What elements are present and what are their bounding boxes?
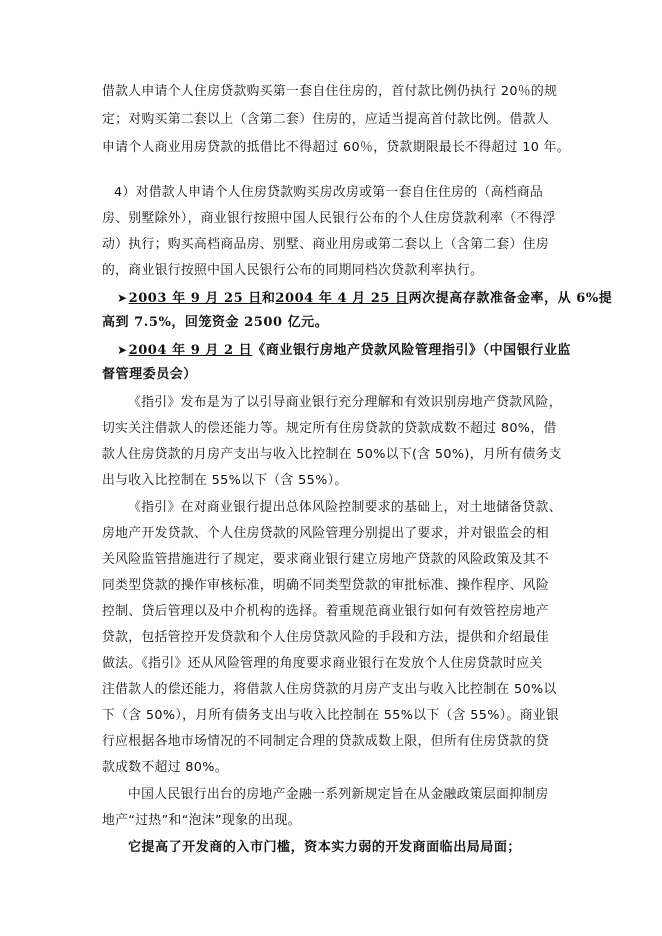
bold-heading-line: 它提高了开发商的入市门槛，资本实力弱的开发商面临出局局面； xyxy=(128,840,521,855)
text-line: 款人住房贷款的月房产支出与收入比控制在 50%以下(含 50%)，月所有债务支 xyxy=(102,447,562,462)
heading-text: 《商业银行房地产贷款风险管理指引》（中国银行业监 xyxy=(252,343,571,358)
date-underlined: 2004 年 4 月 25 日 xyxy=(275,291,409,306)
text-line: 房、别墅除外），商业银行按照中国人民银行公布的个人住房贷款利率（不得浮 xyxy=(102,211,556,226)
text-line: 出与收入比控制在 55%以下（含 55%）。 xyxy=(102,473,348,488)
text-line: 中国人民银行出台的房地产金融一系列新规定旨在从金融政策层面抑制房 xyxy=(128,787,549,802)
text-line: 控制、贷后管理以及中介机构的选择。着重规范商业银行如何有效管控房地产 xyxy=(102,604,549,619)
date-underlined: 2003 年 9 月 25 日 xyxy=(128,291,262,306)
bold-heading-line: 督管理委员会） xyxy=(102,367,197,382)
text-line: 定；对购买第二套以上（含第二套）住房的，应适当提高首付款比例。借款人 xyxy=(102,112,549,127)
text-line: 《指引》发布是为了以引导商业银行充分理解和有效识别房地产贷款风险， xyxy=(128,395,562,410)
text-line: 下（含 50%），月所有债务支出与收入比控制在 55%以下（含 55%）。商业银 xyxy=(102,708,560,723)
bold-heading-line: 高到 7.5%，回笼资金 2500 亿元。 xyxy=(102,315,329,330)
text-line: 4）对借款人申请个人住房贷款购买房改房或第一套自住住房的（高档商品 xyxy=(114,185,544,200)
arrow-bullet-icon: ➤ xyxy=(117,291,128,305)
text-line: 注借款人的偿还能力，将借款人住房贷款的月房产支出与收入比控制在 50%以 xyxy=(102,682,557,697)
heading-text: 两次提高存款准备金率，从 6%提 xyxy=(408,291,613,306)
text-line: 地产“过热”和“泡沫”现象的出现。 xyxy=(102,813,301,828)
date-underlined: 2004 年 9 月 2 日 xyxy=(128,343,253,358)
bold-heading-line xyxy=(117,289,612,308)
text-line: 借款人申请个人住房贷款购买第一套自住住房的，首付款比例仍执行 20％的规 xyxy=(102,84,558,99)
text-line: 的，商业银行按照中国人民银行公布的同期同档次贷款利率执行。 xyxy=(102,263,484,278)
text-line: 做法。《指引》还从风险管理的角度要求商业银行在发放个人住房贷款时应关 xyxy=(102,656,543,671)
text-line: 房地产开发贷款、个人住房贷款的风险管理分别提出了要求，并对银监会的相 xyxy=(102,526,549,541)
text-line: 款成数不超过 80%。 xyxy=(102,760,228,775)
arrow-bullet-icon: ➤ xyxy=(117,343,128,357)
text-line: 关风险监管措施进行了规定，要求商业银行建立房地产贷款的风险政策及其不 xyxy=(102,552,549,567)
text-line: 《指引》在对商业银行提出总体风险控制要求的基础上，对土地储备贷款、 xyxy=(128,500,562,515)
text-line: 行应根据各地市场情况的不同制定合理的贷款成数上限，但所有住房贷款的贷 xyxy=(102,734,549,749)
text-line: 贷款，包括管控开发贷款和个人住房贷款风险的手段和方法，提供和介绍最佳 xyxy=(102,630,549,645)
text-line: 申请个人商业用房贷款的抵借比不得超过 60％，贷款期限最长不得超过 10 年。 xyxy=(102,140,570,155)
text-line: 同类型贷款的操作审核标准，明确不同类型贷款的审批标准、操作程序、风险 xyxy=(102,578,549,593)
text-line: 切实关注借款人的偿还能力等。规定所有住房贷款的贷款成数不超过 80%，借 xyxy=(102,421,557,436)
bold-heading-line xyxy=(117,341,571,360)
text-line: 动）执行；购买高档商品房、别墅、商业用房或第二套以上（含第二套）住房 xyxy=(102,237,549,252)
heading-text: 和 xyxy=(261,291,276,306)
